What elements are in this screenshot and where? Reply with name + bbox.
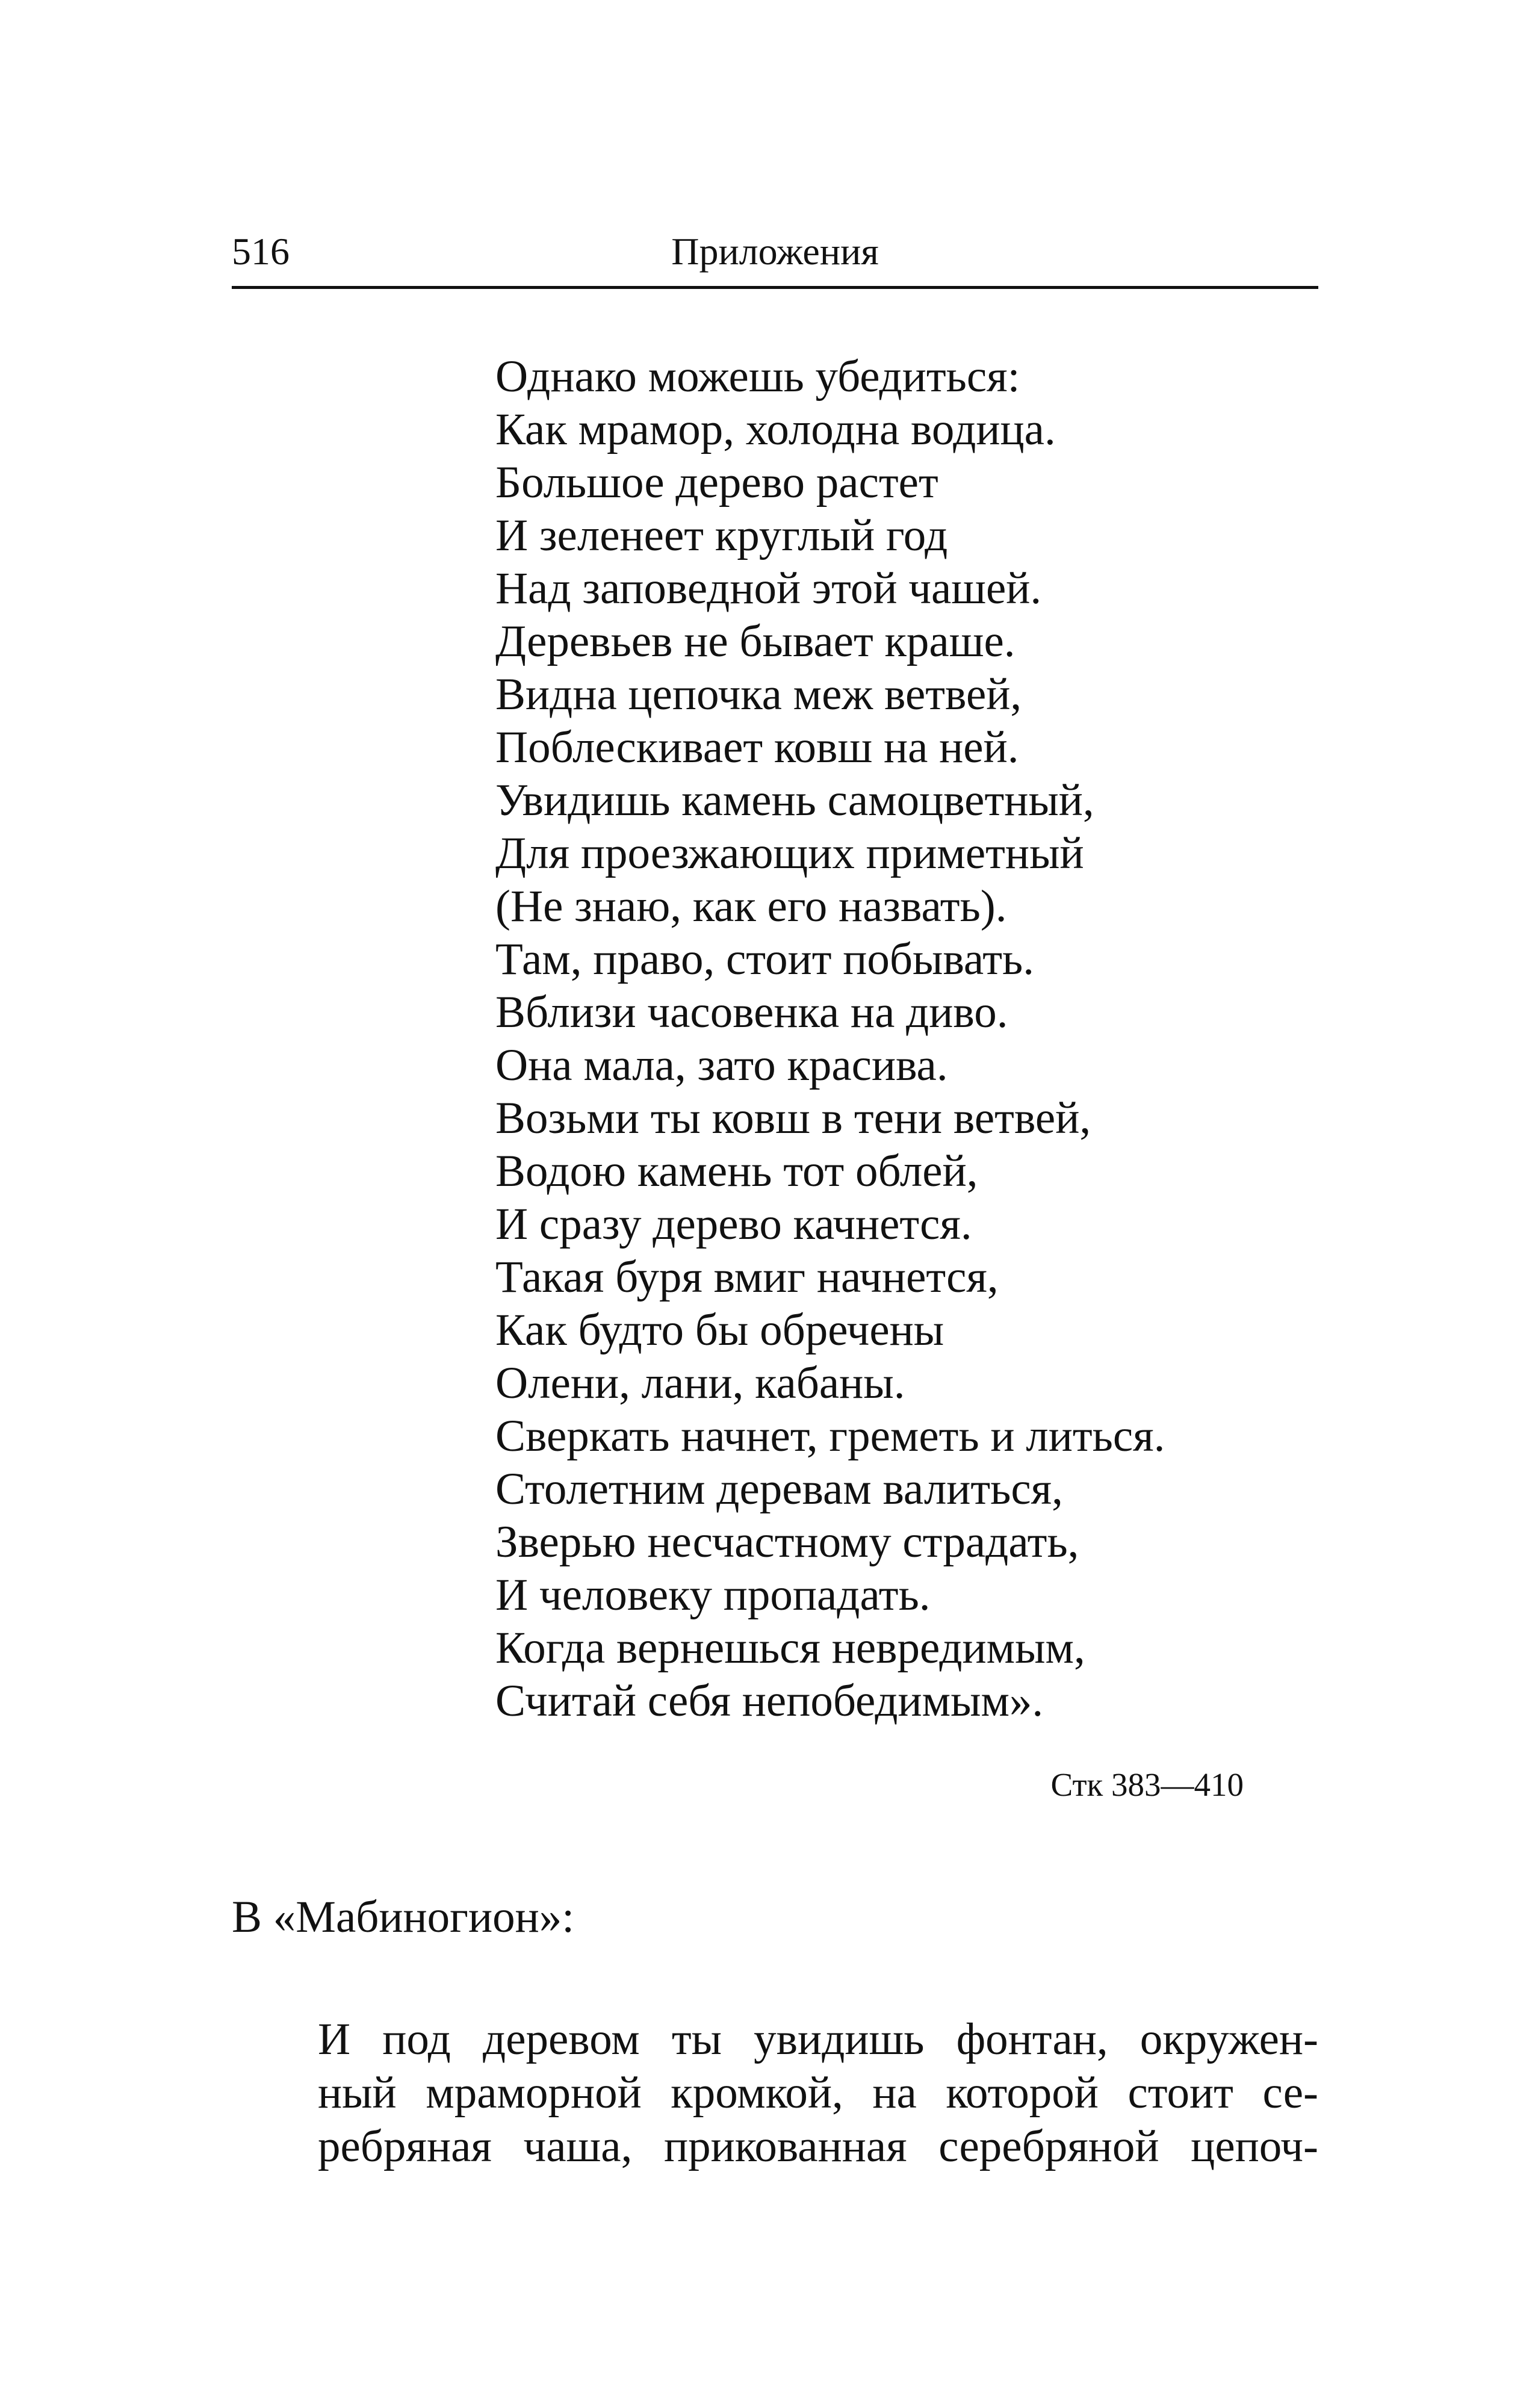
poem-line: Деревьев не бывает краше. — [495, 616, 1016, 666]
prose-line: И под деревом ты увидишь фонтан, окружен- — [318, 2014, 1318, 2064]
poem-line: Олени, лани, кабаны. — [495, 1358, 905, 1408]
poem-line: Вблизи часовенка на диво. — [495, 987, 1008, 1037]
prose-line: ребряная чаша, прикованная серебряной цепоч- — [318, 2121, 1318, 2171]
poem-line: И сразу дерево качнется. — [495, 1199, 972, 1249]
poem-line: Поблескивает ковш на ней. — [495, 722, 1019, 772]
poem-block — [495, 350, 1338, 1728]
poem-line: Видна цепочка меж ветвей, — [495, 669, 1022, 719]
poem-line: Как мрамор, холодна водица. — [495, 405, 1056, 455]
poem-line: Зверью несчастному страдать, — [495, 1517, 1079, 1567]
running-title: Приложения — [671, 230, 879, 273]
poem-line: Столетним деревам валиться, — [495, 1464, 1063, 1514]
poem-line: Там, право, стоит побывать. — [495, 934, 1034, 984]
poem-line: Сверкать начнет, греметь и литься. — [495, 1411, 1165, 1461]
poem-line: И зеленеет круглый год — [495, 510, 948, 560]
poem-line: Когда вернешься невредимым, — [495, 1623, 1085, 1673]
poem-line: Как будто бы обречены — [495, 1305, 944, 1355]
section-heading: В «Мабиногион»: — [232, 1892, 575, 1942]
poem-line: Для проезжающих приметный — [495, 828, 1084, 878]
page-header — [232, 228, 1318, 288]
header-rule — [232, 286, 1318, 289]
poem-line: Такая буря вмиг начнется, — [495, 1252, 999, 1302]
poem-line: Однако можешь убедиться: — [495, 352, 1020, 402]
poem-line: Увидишь камень самоцветный, — [495, 775, 1094, 825]
poem-line: Возьми ты ковш в тени ветвей, — [495, 1093, 1091, 1143]
prose-block — [318, 2012, 1318, 2173]
poem-line: И человеку пропадать. — [495, 1570, 931, 1620]
poem-line: Считай себя непобедимым». — [495, 1676, 1044, 1726]
poem-line: (Не знаю, как его назвать). — [495, 881, 1007, 931]
prose-line: ный мраморной кромкой, на которой стоит се- — [318, 2068, 1318, 2118]
page-number: 516 — [232, 230, 290, 273]
poem-line: Большое дерево растет — [495, 458, 938, 507]
poem-line: Водою камень тот облей, — [495, 1146, 978, 1196]
poem-line: Она мала, зато красива. — [495, 1040, 948, 1090]
poem-line: Над заповедной этой чашей. — [495, 563, 1042, 613]
poem-source-reference: Стк 383—410 — [1050, 1766, 1244, 1803]
